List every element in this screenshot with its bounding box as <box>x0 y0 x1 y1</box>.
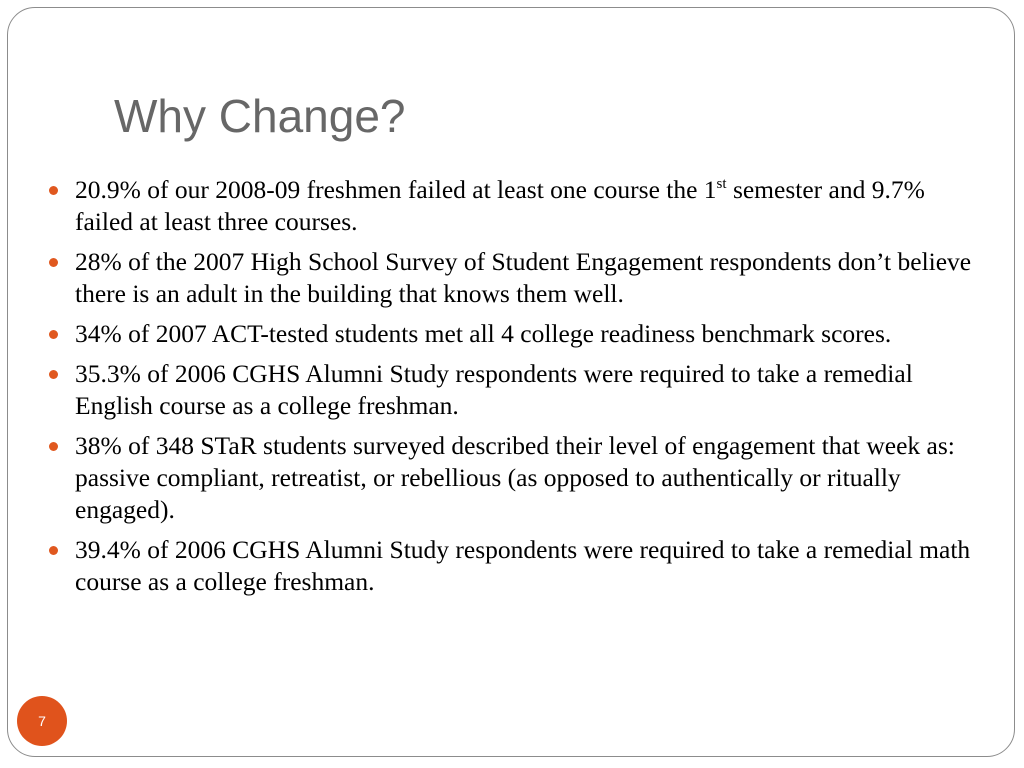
bullet-text: 20.9% of our 2008-09 freshmen failed at least one course the 1 <box>75 175 717 204</box>
bullet-list <box>47 174 977 606</box>
bullet-dot-icon <box>49 186 58 195</box>
bullet-text: 34% of 2007 ACT-tested students met all 4 college readiness benchmark scores. <box>75 319 892 348</box>
slide-title: Why Change? <box>114 90 406 142</box>
bullet-text: 39.4% of 2006 CGHS Alumni Study respondents were required to take a remedial math course as a college freshman. <box>75 535 971 596</box>
bullet-item <box>47 246 977 310</box>
bullet-item <box>47 358 977 422</box>
bullet-text: 35.3% of 2006 CGHS Alumni Study respondents were required to take a remedial English course as a college freshman. <box>75 359 913 420</box>
bullet-item <box>47 174 977 238</box>
bullet-text-tail: semester and 9.7% failed at least three courses. <box>75 175 925 236</box>
page-number-badge: 7 <box>17 696 67 746</box>
bullet-dot-icon <box>49 546 58 555</box>
bullet-dot-icon <box>49 370 58 379</box>
bullet-dot-icon <box>49 330 58 339</box>
bullet-text: 38% of 348 STaR students surveyed described their level of engagement that week as: passive compliant, retreatist, or rebellious (as opposed to authentically or ritually engaged). <box>75 431 955 524</box>
bullet-item <box>47 534 977 598</box>
bullet-superscript: st <box>716 176 727 192</box>
bullet-item <box>47 318 977 350</box>
bullet-item <box>47 430 977 526</box>
bullet-dot-icon <box>49 442 58 451</box>
bullet-text: 28% of the 2007 High School Survey of Student Engagement respondents don’t believe there is an adult in the building that knows them well. <box>75 247 972 308</box>
bullet-dot-icon <box>49 258 58 267</box>
